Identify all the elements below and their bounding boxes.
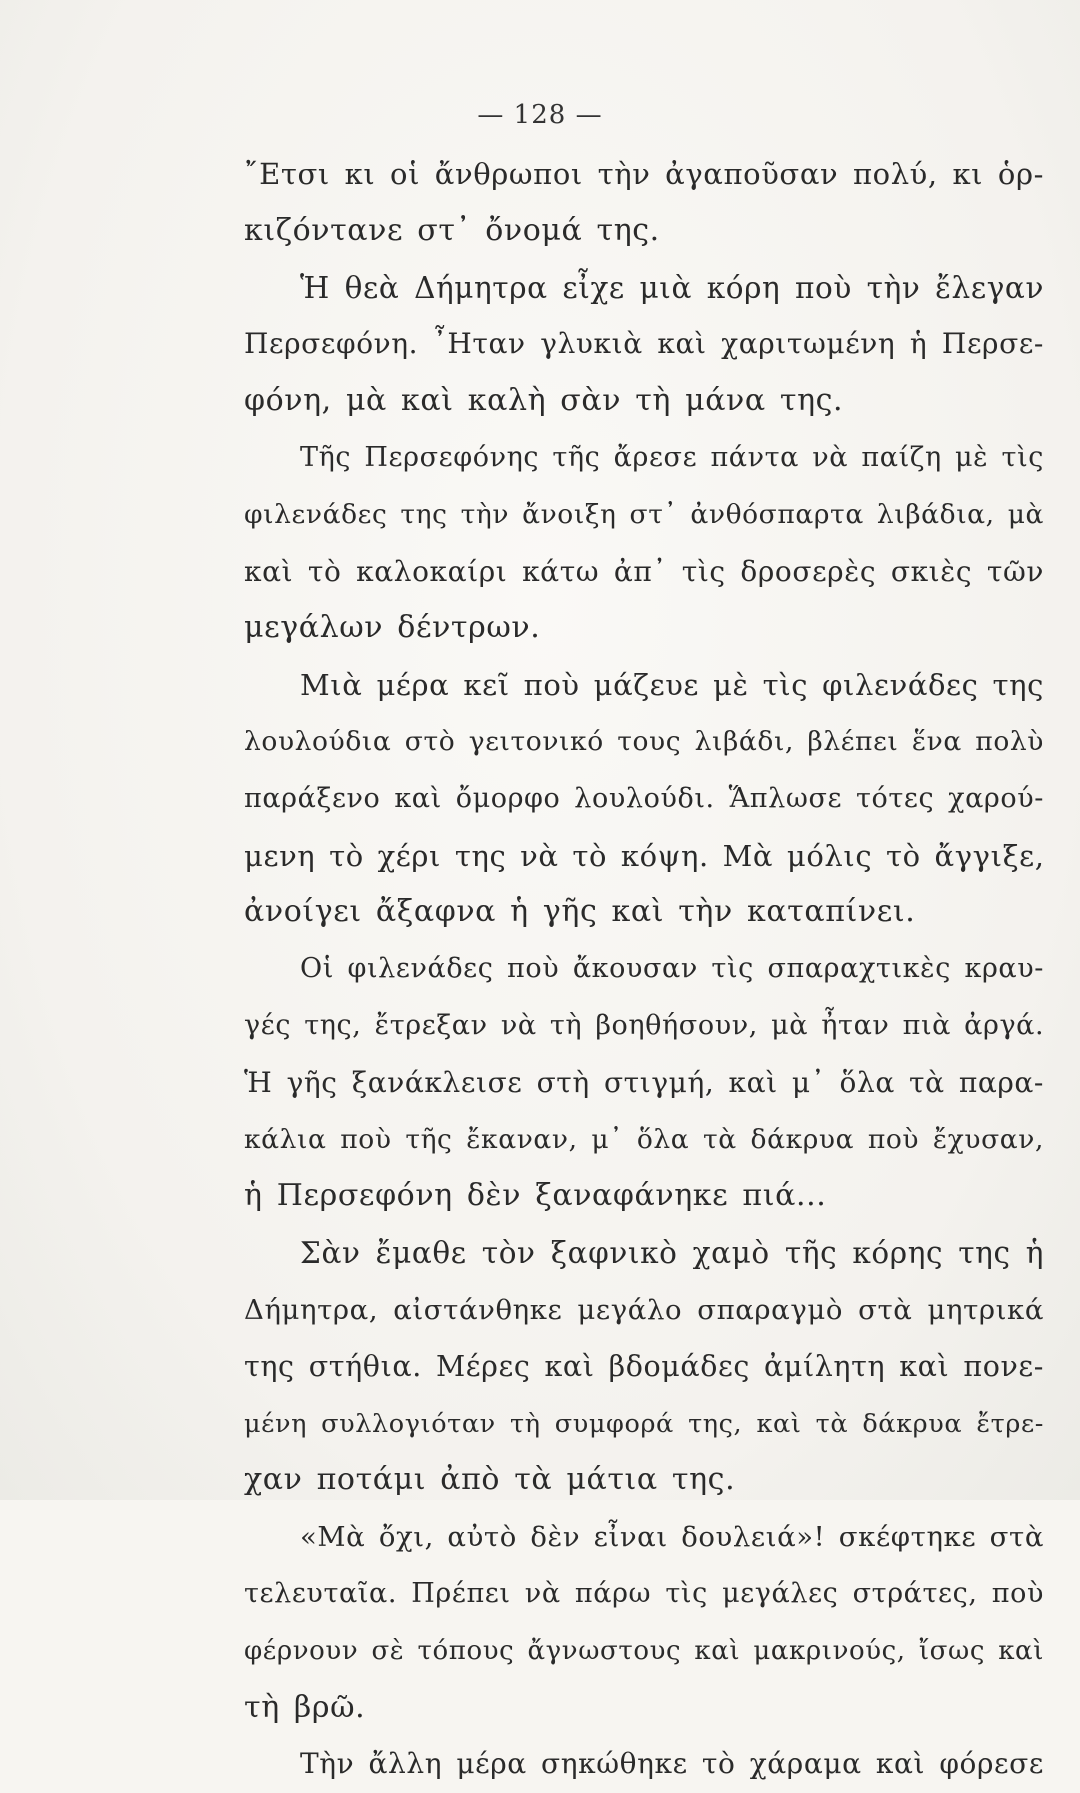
text-line: Τῆς Περσεφόνης τῆς ἄρεσε πάντα νὰ παίζη μὲ τὶς (300, 441, 1044, 473)
text-line: μενη τὸ χέρι της νὰ τὸ κόψη. Μὰ μόλις τὸ ἄγγιξε, (244, 838, 1045, 873)
text-line: καὶ τὸ καλοκαίρι κάτω ἀπ᾽ τὶς δροσερὲς σκιὲς τῶν (244, 554, 1044, 588)
text-line: Περσεφόνη. ῏Ηταν γλυκιὰ καὶ χαριτωμένη ἡ Περσε- (244, 327, 1044, 361)
text-line: Δήμητρα, αἰστάνθηκε μεγάλο σπαραγμὸ στὰ μητρικά (244, 1293, 1044, 1326)
text-line: χαν ποτάμι ἀπὸ τὰ μάτια της. (244, 1462, 736, 1498)
text-line: Οἱ φιλενάδες ποὺ ἄκουσαν τὶς σπαραχτικὲς κραυ- (300, 953, 1044, 985)
text-line: Τὴν ἄλλη μέρα σηκώθηκε τὸ χάραμα καὶ φόρεσε (300, 1747, 1044, 1781)
body-text (244, 146, 1044, 1793)
text-line: ἡ Περσεφόνη δὲν ξαναφάνηκε πιά... (244, 1178, 827, 1214)
text-line: κιζόντανε στ᾽ ὄνομά της. (244, 212, 660, 248)
text-line: μένη συλλογιόταν τὴ συμφορά της, καὶ τὰ δάκρυα ἔτρε- (244, 1408, 1044, 1439)
text-line: φόνη, μὰ καὶ καλὴ σὰν τὴ μάνα της. (244, 383, 844, 419)
text-line: Μιὰ μέρα κεῖ ποὺ μάζευε μὲ τὶς φιλενάδες της (300, 668, 1044, 703)
text-line: γές της, ἔτρεξαν νὰ τὴ βοηθήσουν, μὰ ἦταν πιὰ ἀργά. (244, 1009, 1045, 1041)
text-line: «Μὰ ὄχι, αὐτὸ δὲν εἶναι δουλειά»! σκέφτηκε στὰ (300, 1521, 1044, 1554)
page-number: — 128 — (477, 100, 603, 130)
text-line: της στήθια. Μέρες καὶ βδομάδες ἀμίλητη καὶ πονε- (244, 1349, 1044, 1383)
text-line: φέρνουν σὲ τόπους ἄγνωστους καὶ μακρινούς, ἴσως καὶ (244, 1635, 1044, 1666)
text-line: Ἡ θεὰ Δήμητρα εἶχε μιὰ κόρη ποὺ τὴν ἔλεγαν (300, 270, 1044, 305)
text-line: φιλενάδες της τὴν ἄνοιξη στ᾽ ἀνθόσπαρτα λιβάδια, μὰ (244, 498, 1045, 530)
text-line: Σὰν ἔμαθε τὸν ξαφνικὸ χαμὸ τῆς κόρης της ἡ (300, 1236, 1044, 1271)
text-line: Ἡ γῆς ξανάκλεισε στὴ στιγμή, καὶ μ᾽ ὅλα τὰ παρα- (244, 1065, 1044, 1099)
text-line: τελευταῖα. Πρέπει νὰ πάρω τὶς μεγάλες στράτες, ποὺ (244, 1577, 1044, 1609)
text-line: λουλούδια στὸ γειτονικό τους λιβάδι, βλέπει ἕνα πολὺ (244, 725, 1044, 757)
text-line: παράξενο καὶ ὄμορφο λουλούδι. Ἅπλωσε τότες χαρού- (244, 782, 1044, 814)
text-line: κάλια ποὺ τῆς ἔκαναν, μ᾽ ὅλα τὰ δάκρυα ποὺ ἔχυσαν, (244, 1123, 1044, 1155)
text-line: τὴ βρῶ. (244, 1689, 366, 1725)
text-line: ῎Ετσι κι οἱ ἄνθρωποι τὴν ἀγαποῦσαν πολύ, κι ὁρ- (244, 157, 1044, 191)
text-line: ἀνοίγει ἄξαφνα ἡ γῆς καὶ τὴν καταπίνει. (244, 894, 916, 930)
text-line: μεγάλων δέντρων. (244, 610, 541, 646)
